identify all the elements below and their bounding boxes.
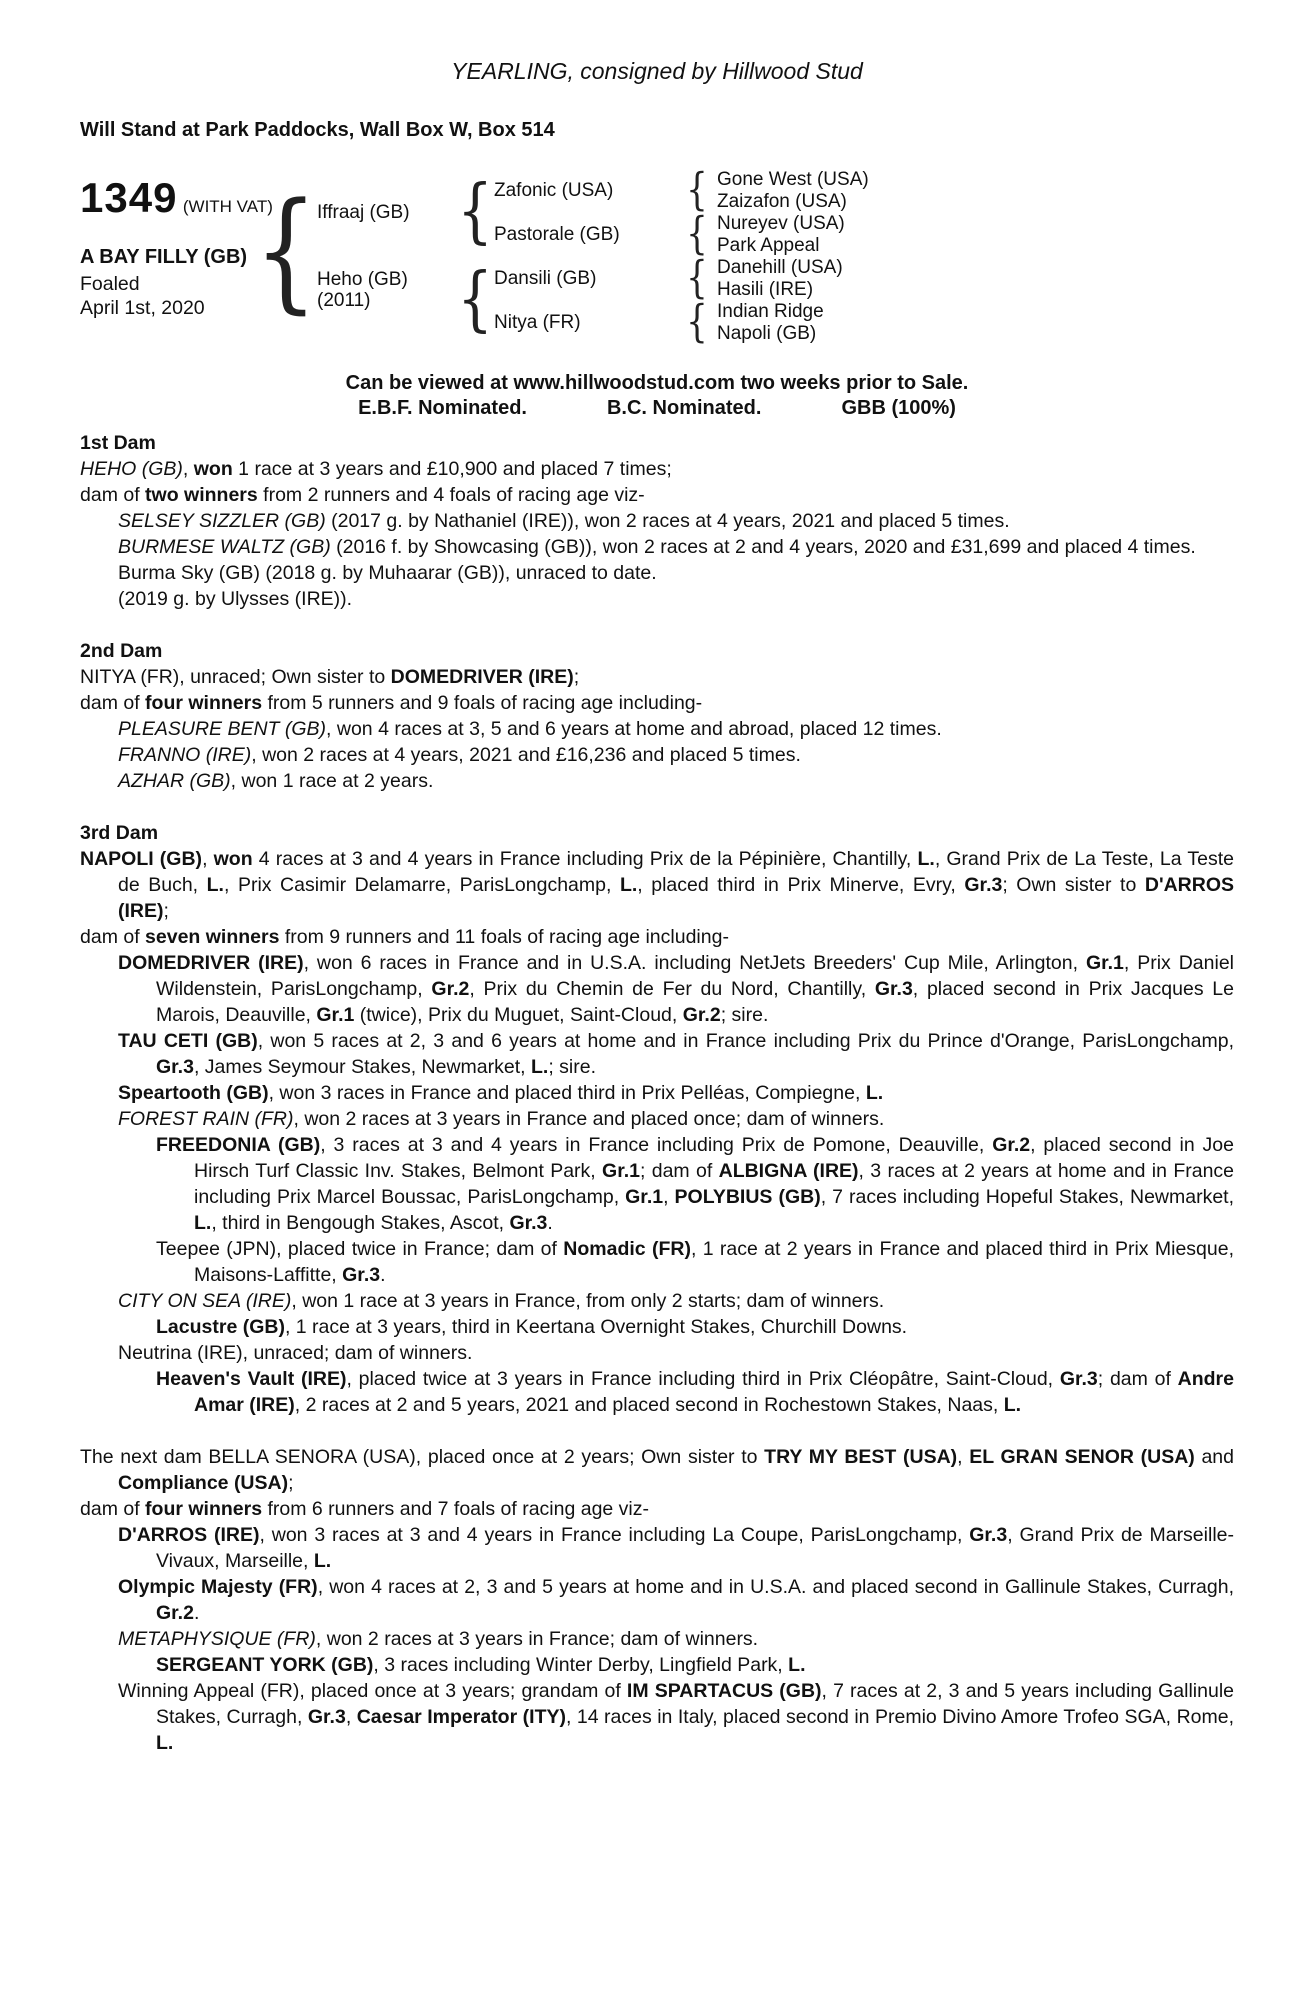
text-segment: four winners <box>145 692 263 714</box>
text-segment: seven winners <box>145 926 280 948</box>
gen4-name: Park Appeal <box>717 235 820 256</box>
text-segment: Gr.1 <box>1085 952 1124 974</box>
text-segment: , <box>345 1706 357 1728</box>
text-segment: 4 races at 3 and 4 years in France including Prix de la Pépinière, Chantilly, <box>252 848 918 870</box>
text-segment: (2017 g. by Nathaniel (IRE)), won 2 races at 4 years, 2021 and placed 5 times. <box>325 510 1010 532</box>
text-segment: , won 5 races at 2, 3 and 6 years at home and in France including Prix du Prince d'Orange, ParisLongchamp, <box>257 1030 1235 1052</box>
text-segment: , placed second in Prix Jacques Le Marois, Deauville, <box>156 978 1234 1026</box>
text-segment: , Prix Daniel Wildenstein, ParisLongchamp, <box>156 952 1234 1000</box>
text-segment: L. <box>156 1732 174 1754</box>
text-segment: , won 2 races at 3 years in France; dam of winners. <box>315 1628 759 1650</box>
text-segment: NAPOLI (GB) <box>80 848 203 870</box>
text-segment: dam of <box>80 926 146 948</box>
text-segment: Gr.1 <box>316 1004 355 1026</box>
text-segment: FOREST RAIN (FR) <box>118 1108 294 1130</box>
text-segment: L. <box>313 1550 332 1572</box>
text-segment: , Grand Prix de Marseille-Vivaux, Marseille, <box>156 1524 1234 1572</box>
nomination-gbb: GBB (100%) <box>841 397 956 419</box>
text-segment: HEHO (GB) <box>80 458 183 480</box>
foaled-date: April 1st, 2020 <box>80 297 205 319</box>
pedigree-brace-gen3-1: { <box>686 208 708 260</box>
gen4-name: Gone West (USA) <box>717 169 869 190</box>
text-segment: Gr.2 <box>431 978 470 1000</box>
lot-info <box>80 174 280 320</box>
pedigree-paragraph <box>80 950 1234 1028</box>
page-title: YEARLING, consigned by Hillwood Stud <box>451 58 863 84</box>
text-segment: and <box>1194 1446 1234 1468</box>
text-segment: ; dam of <box>640 1160 719 1182</box>
pedigree-paragraph <box>80 1132 1234 1236</box>
text-segment: Gr.3 <box>509 1212 548 1234</box>
text-segment: from 5 runners and 9 foals of racing age including- <box>262 692 703 714</box>
pedigree-paragraph <box>80 1678 1234 1756</box>
viewing-note: Can be viewed at www.hillwoodstud.com two weeks prior to Sale. <box>345 372 969 394</box>
text-segment: SELSEY SIZZLER (GB) <box>118 510 326 532</box>
text-segment: , 3 races including Winter Derby, Lingfield Park, <box>373 1654 789 1676</box>
text-segment: The next dam BELLA SENORA (USA), placed once at 2 years; Own sister to <box>80 1446 765 1468</box>
text-segment: L. <box>1003 1394 1022 1416</box>
text-segment: 1 race at 3 years and £10,900 and placed 7 times; <box>232 458 672 480</box>
dam-section <box>80 820 1234 1418</box>
text-segment: , 3 races at 2 years at home and in France including Prix Marcel Boussac, ParisLongchamp, <box>194 1160 1235 1208</box>
text-segment: Gr.3 <box>964 874 1003 896</box>
text-segment: , won 3 races in France and placed third in Prix Pelléas, Compiegne, <box>268 1082 866 1104</box>
text-segment: L. <box>917 848 935 870</box>
text-segment: , James Seymour Stakes, Newmarket, <box>193 1056 531 1078</box>
text-segment: , <box>957 1446 970 1468</box>
nominations <box>80 397 1234 420</box>
text-segment: from 9 runners and 11 foals of racing age including- <box>279 926 729 948</box>
text-segment: , Prix du Chemin de Fer du Nord, Chantilly, <box>469 978 875 1000</box>
text-segment: , 3 races at 3 and 4 years in France including Prix de Pomone, Deauville, <box>320 1134 993 1156</box>
gen4-name: Indian Ridge <box>717 301 824 322</box>
dam-name-line: Heho (GB) <box>317 269 408 290</box>
horse-name: A BAY FILLY (GB) <box>80 246 248 268</box>
gen4-name: Hasili (IRE) <box>717 279 814 300</box>
text-segment: TRY MY BEST (USA) <box>764 1446 958 1468</box>
text-segment: CITY ON SEA (IRE) <box>118 1290 292 1312</box>
dam-year: (2011) <box>317 290 371 311</box>
text-segment: ; dam of <box>1097 1368 1178 1390</box>
text-segment: DOMEDRIVER (IRE) <box>118 952 304 974</box>
text-segment: Gr.3 <box>307 1706 346 1728</box>
pedigree-paragraph <box>80 742 1234 768</box>
text-segment: , Grand Prix de La Teste, La Teste de Buch, <box>118 848 1235 896</box>
text-segment: , 1 race at 2 years in France and placed third in Prix Miesque, Maisons-Laffitte, <box>194 1238 1234 1286</box>
text-segment: ; sire. <box>548 1056 597 1078</box>
text-segment: Lacustre (GB) <box>156 1316 285 1338</box>
text-segment: won <box>193 458 233 480</box>
pedigree-paragraph <box>80 664 1234 690</box>
text-segment: dam of <box>80 484 146 506</box>
text-segment: , 14 races in Italy, placed second in Premio Divino Amore Trofeo SGA, Rome, <box>565 1706 1235 1728</box>
pedigree-paragraph <box>80 1626 1234 1652</box>
text-segment: . <box>380 1264 386 1286</box>
pedigree-paragraph <box>80 846 1234 924</box>
gen3-name: Dansili (GB) <box>494 268 597 289</box>
text-segment: L. <box>206 874 224 896</box>
text-segment: Andre Amar (IRE) <box>194 1368 1234 1416</box>
text-segment: Gr.2 <box>992 1134 1031 1156</box>
pedigree-brace-main: { <box>254 174 318 327</box>
nomination-ebf: E.B.F. Nominated. <box>358 397 527 419</box>
pedigree-brace-gen3-0: { <box>686 164 708 216</box>
text-segment: , Prix Casimir Delamarre, ParisLongchamp, <box>223 874 620 896</box>
text-segment: EL GRAN SENOR (USA) <box>969 1446 1195 1468</box>
section-heading: 3rd Dam <box>80 822 159 844</box>
text-segment: BURMESE WALTZ (GB) <box>118 536 331 558</box>
pedigree-paragraph <box>80 508 1234 534</box>
text-segment: , third in Bengough Stakes, Ascot, <box>211 1212 510 1234</box>
text-segment: , won 2 races at 4 years, 2021 and £16,236 and placed 5 times. <box>251 744 801 766</box>
text-segment: , won 4 races at 2, 3 and 5 years at home and in U.S.A. and placed second in Gallinule Stakes, Curragh, <box>317 1576 1235 1598</box>
text-segment: Gr.2 <box>682 1004 721 1026</box>
gen3-name: Zafonic (USA) <box>494 180 614 201</box>
text-segment: (twice), Prix du Muguet, Saint-Cloud, <box>354 1004 683 1026</box>
gen3-name: Nitya (FR) <box>494 312 581 333</box>
gen4-name: Napoli (GB) <box>717 323 817 344</box>
pedigree-paragraph <box>80 482 1234 508</box>
pedigree-paragraph <box>80 716 1234 742</box>
text-segment: L. <box>865 1082 884 1104</box>
text-segment: Winning Appeal (FR), placed once at 3 years; grandam of <box>118 1680 627 1702</box>
pedigree-paragraph <box>80 1496 1234 1522</box>
pedigree-paragraph <box>80 1444 1234 1496</box>
text-segment: , <box>182 458 194 480</box>
gen3-name: Pastorale (GB) <box>494 224 620 245</box>
text-segment: (2019 g. by Ulysses (IRE)). <box>118 588 353 610</box>
text-segment: . <box>193 1602 200 1624</box>
pedigree-brace-gen3-3: { <box>686 296 708 348</box>
notices <box>80 372 1234 420</box>
text-segment: , 7 races including Hopeful Stakes, Newmarket, <box>820 1186 1235 1208</box>
text-segment: Gr.2 <box>156 1602 194 1624</box>
vat-note: (WITH VAT) <box>182 197 273 216</box>
pedigree-paragraph <box>80 768 1234 794</box>
gen4-name: Danehill (USA) <box>717 257 843 278</box>
text-segment: , <box>202 848 214 870</box>
pedigree-paragraph <box>80 1288 1234 1314</box>
gen4-name: Nureyev (USA) <box>717 213 845 234</box>
text-segment: ; <box>163 900 169 922</box>
pedigree-paragraph <box>80 586 1234 612</box>
text-segment: PLEASURE BENT (GB) <box>118 718 327 740</box>
pedigree-paragraph <box>80 1340 1234 1366</box>
text-segment: Teepee (JPN), placed twice in France; dam of <box>156 1238 564 1260</box>
text-segment: Gr.3 <box>342 1264 381 1286</box>
text-segment: Neutrina (IRE), unraced; dam of winners. <box>118 1342 473 1364</box>
stand-location: Will Stand at Park Paddocks, Wall Box W, Box 514 <box>80 119 555 141</box>
pedigree-paragraph <box>80 560 1234 586</box>
pedigree-paragraph <box>80 1522 1234 1574</box>
text-segment: L. <box>619 874 638 896</box>
text-segment: , placed third in Prix Minerve, Evry, <box>637 874 965 896</box>
text-segment: Speartooth (GB) <box>118 1082 269 1104</box>
text-segment: Burma Sky (GB) (2018 g. by Muhaarar (GB)), unraced to date. <box>118 562 657 584</box>
text-segment: , 1 race at 3 years, third in Keertana Overnight Stakes, Churchill Downs. <box>284 1316 908 1338</box>
text-segment: , won 6 races in France and in U.S.A. including NetJets Breeders' Cup Mile, Arlington, <box>303 952 1086 974</box>
text-segment: ALBIGNA (IRE) <box>718 1160 859 1182</box>
lot-line <box>80 174 280 222</box>
pedigree-paragraph <box>80 690 1234 716</box>
text-segment: ; <box>573 666 580 688</box>
text-segment: , placed second in Joe Hirsch Turf Classic Inv. Stakes, Belmont Park, <box>194 1134 1234 1182</box>
lot-number: 1349 <box>80 174 178 221</box>
text-segment: , won 3 races at 3 and 4 years in France including La Coupe, ParisLongchamp, <box>259 1524 970 1546</box>
text-segment: Nomadic (FR) <box>563 1238 691 1260</box>
dam-section <box>80 638 1234 794</box>
dam-section <box>80 1444 1234 1756</box>
text-segment: , won 1 race at 3 years in France, from only 2 starts; dam of winners. <box>291 1290 885 1312</box>
text-segment: (2016 f. by Showcasing (GB)), won 2 races at 2 and 4 years, 2020 and £31,699 and placed 4 times. <box>330 536 1196 558</box>
text-segment: Gr.3 <box>156 1056 194 1078</box>
pedigree-paragraph <box>80 1236 1234 1288</box>
pedigree-paragraph <box>80 456 1234 482</box>
dam-section <box>80 430 1234 612</box>
section-heading: 1st Dam <box>80 432 156 454</box>
text-segment: dam of <box>80 692 146 714</box>
text-segment: , won 1 race at 2 years. <box>230 770 434 792</box>
pedigree-paragraph <box>80 1106 1234 1132</box>
text-segment: ; Own sister to <box>1002 874 1145 896</box>
text-segment: FREEDONIA (GB) <box>156 1134 321 1156</box>
text-segment: from 6 runners and 7 foals of racing age viz- <box>262 1498 650 1520</box>
text-segment: DOMEDRIVER (IRE) <box>390 666 574 688</box>
pedigree-paragraph <box>80 1652 1234 1678</box>
text-segment: ; <box>288 1472 294 1494</box>
pedigree-paragraph <box>80 1080 1234 1106</box>
text-segment: AZHAR (GB) <box>118 770 231 792</box>
section-heading: 2nd Dam <box>80 640 163 662</box>
text-segment: Caesar Imperator (ITY) <box>356 1706 566 1728</box>
pedigree-brace-gen3-2: { <box>686 252 708 304</box>
text-segment: dam of <box>80 1498 146 1520</box>
pedigree-text <box>80 430 1234 1756</box>
pedigree-tree <box>80 164 1234 362</box>
text-segment: Gr.1 <box>625 1186 664 1208</box>
text-segment: L. <box>194 1212 212 1234</box>
text-segment: D'ARROS (IRE) <box>118 874 1234 922</box>
text-segment: SERGEANT YORK (GB) <box>156 1654 374 1676</box>
pedigree-paragraph <box>80 1314 1234 1340</box>
text-segment: Heaven's Vault (IRE) <box>156 1368 347 1390</box>
pedigree-paragraph <box>80 924 1234 950</box>
dam-name <box>317 269 408 311</box>
gen4-name: Zaizafon (USA) <box>717 191 847 212</box>
text-segment: from 2 runners and 4 foals of racing age viz- <box>257 484 645 506</box>
text-segment: , 7 races at 2, 3 and 5 years including Gallinule Stakes, Curragh, <box>156 1680 1235 1728</box>
text-segment: , won 4 races at 3, 5 and 6 years at home and abroad, placed 12 times. <box>326 718 942 740</box>
text-segment: METAPHYSIQUE (FR) <box>118 1628 316 1650</box>
text-segment: . <box>547 1212 553 1234</box>
pedigree-paragraph <box>80 1574 1234 1626</box>
text-segment: Compliance (USA) <box>118 1472 289 1494</box>
text-segment: FRANNO (IRE) <box>118 744 252 766</box>
pedigree-brace-dam: { <box>457 258 493 340</box>
text-segment: two winners <box>145 484 258 506</box>
text-segment: , <box>663 1186 675 1208</box>
text-segment: TAU CETI (GB) <box>118 1030 258 1052</box>
text-segment: D'ARROS (IRE) <box>118 1524 260 1546</box>
text-segment: , won 2 races at 3 years in France and placed once; dam of winners. <box>293 1108 885 1130</box>
text-segment: Gr.3 <box>874 978 913 1000</box>
text-segment: Gr.3 <box>969 1524 1008 1546</box>
text-segment: L. <box>530 1056 549 1078</box>
text-segment: , 2 races at 2 and 5 years, 2021 and placed second in Rochestown Stakes, Naas, <box>294 1394 1004 1416</box>
pedigree-brace-sire: { <box>457 170 493 252</box>
text-segment: L. <box>788 1654 806 1676</box>
foaled-label: Foaled <box>80 273 140 295</box>
text-segment: four winners <box>145 1498 263 1520</box>
text-segment: , placed twice at 3 years in France including third in Prix Cléopâtre, Saint-Cloud, <box>346 1368 1060 1390</box>
text-segment: ; sire. <box>720 1004 769 1026</box>
text-segment: IM SPARTACUS (GB) <box>626 1680 822 1702</box>
text-segment: POLYBIUS (GB) <box>674 1186 821 1208</box>
nomination-bc: B.C. Nominated. <box>606 397 762 419</box>
text-segment: won <box>213 848 253 870</box>
text-segment: Gr.1 <box>602 1160 640 1182</box>
text-segment: NITYA (FR), unraced; Own sister to <box>80 666 391 688</box>
text-segment: Olympic Majesty (FR) <box>118 1576 318 1598</box>
pedigree-paragraph <box>80 534 1234 560</box>
sire-name: Iffraaj (GB) <box>317 202 410 223</box>
pedigree-paragraph <box>80 1028 1234 1080</box>
text-segment: Gr.3 <box>1059 1368 1098 1390</box>
pedigree-paragraph <box>80 1366 1234 1418</box>
